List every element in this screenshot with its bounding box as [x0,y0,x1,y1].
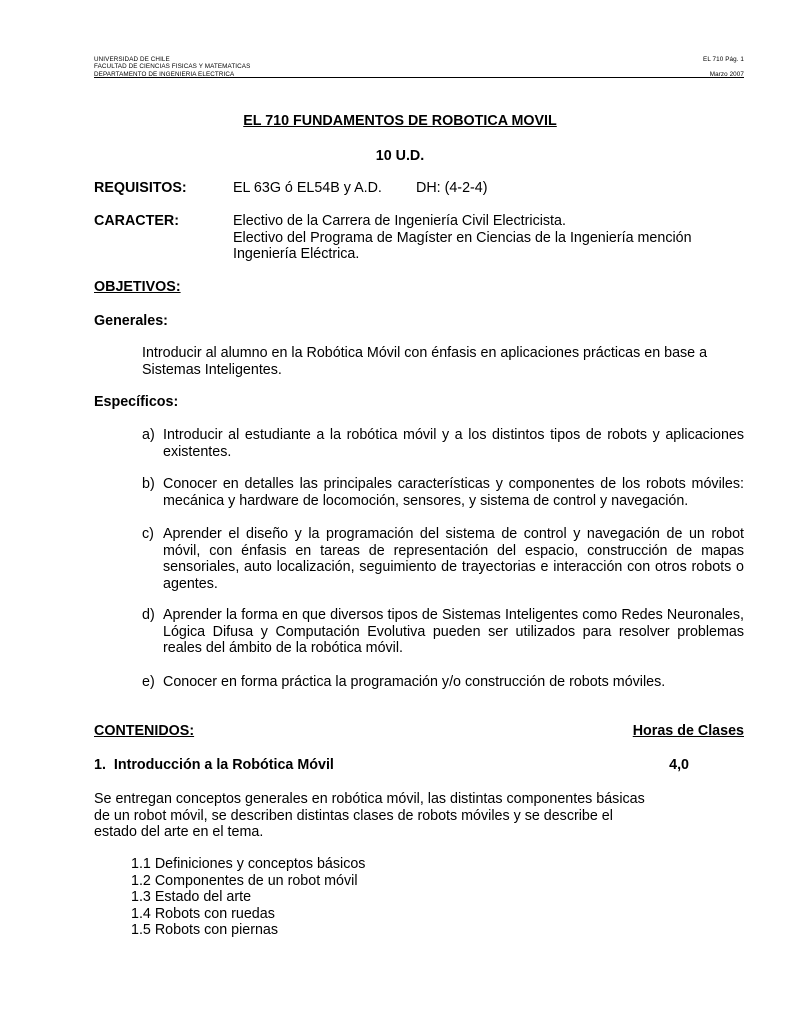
list-text: Introducir al estudiante a la robótica móvil y a los distintos tipos de robots y aplicaciones existentes. [163,427,744,460]
list-marker: a) [142,427,155,443]
header-date: Marzo 2007 [709,70,744,78]
list-text: Aprender el diseño y la programación del sistema de control y navegación de un robot móvil, con énfasis en tareas de representación del espacio, construcción de mapas sensoriales, auto localización, seguimiento de trayectorias e interacción con otros robots o agentes. [163,526,744,592]
requisitos-dh: DH: (4-2-4) [416,180,488,196]
subtopic-item: 1.4 Robots con ruedas [131,905,275,922]
generales-text: Introducir al alumno en la Robótica Móvil con énfasis en aplicaciones prácticas en base a Sistemas Inteligentes. [142,345,708,378]
list-text: Conocer en forma práctica la programación y/o construcción de robots móviles. [163,674,666,690]
contenidos-header-row [94,723,744,740]
list-item [142,526,744,594]
subtopic-item: 1.2 Componentes de un robot móvil [131,872,358,889]
objetivos-heading: OBJETIVOS: [94,279,181,295]
list-text: Aprender la forma en que diversos tipos de Sistemas Inteligentes como Redes Neuronales, Lógica Difusa y Computación Evolutiva pueden ser utilizados para resolver problemas reales del ámbito de la robótica móvil. [163,607,744,656]
unit-1-hours: 4,0 [669,757,689,773]
unit-1-description: Se entregan conceptos generales en robótica móvil, las distintas componentes básicas de un robot móvil, se describen distintas clases de robots móviles y se describe el estado del arte en el tema. [94,791,645,840]
list-marker: c) [142,526,154,542]
header-department: DEPARTAMENTO DE INGENIERIA ELECTRICA [94,70,235,78]
requisitos-value: EL 63G ó EL54B y A.D. [233,180,382,196]
list-item [142,476,744,510]
list-item [142,674,744,691]
contenidos-heading: CONTENIDOS: [94,723,195,739]
header-page-info [703,56,744,78]
list-text: Conocer en detalles las principales características y componentes de los robots móviles: mecánica y hardware de locomoción, sensores, y sistema de control y navegación. [163,476,744,509]
unit-1-title: 1. Introducción a la Robótica Móvil [94,757,334,773]
horas-heading: Horas de Clases [632,723,744,739]
caracter-line: Electivo de la Carrera de Ingeniería Civil Electricista. [233,213,566,229]
subtopic-item: 1.3 Estado del arte [131,889,252,905]
header-institution [94,56,250,78]
header-faculty: FACULTAD DE CIENCIAS FISICAS Y MATEMATICAS [94,63,251,71]
course-units: 10 U.D. [375,148,425,164]
requisitos-label: REQUISITOS: [94,180,187,196]
header-divider [94,77,744,78]
course-title: EL 710 FUNDAMENTOS DE ROBOTICA MOVIL [243,113,557,129]
subtopic-item: 1.5 Robots con piernas [131,922,279,938]
list-item [142,427,744,461]
generales-heading: Generales: [94,313,168,329]
unit-1-row [94,757,744,774]
header-spacer [703,63,744,70]
header-page-number: EL 710 Pág. 1 [703,56,744,63]
list-marker: e) [142,674,155,690]
subtopic-item: 1.1 Definiciones y conceptos básicos [131,856,366,872]
caracter-text [233,213,692,263]
list-marker: b) [142,476,155,492]
caracter-line: Ingeniería Eléctrica. [233,246,360,262]
list-marker: d) [142,607,155,623]
unit-1-subtopics [131,856,365,939]
list-item [142,607,744,658]
caracter-line: Electivo del Programa de Magíster en Ciencias de la Ingeniería mención [233,229,692,246]
header-university: UNIVERSIDAD DE CHILE [94,56,170,63]
especificos-heading: Específicos: [94,394,179,410]
caracter-label: CARACTER: [94,213,179,229]
